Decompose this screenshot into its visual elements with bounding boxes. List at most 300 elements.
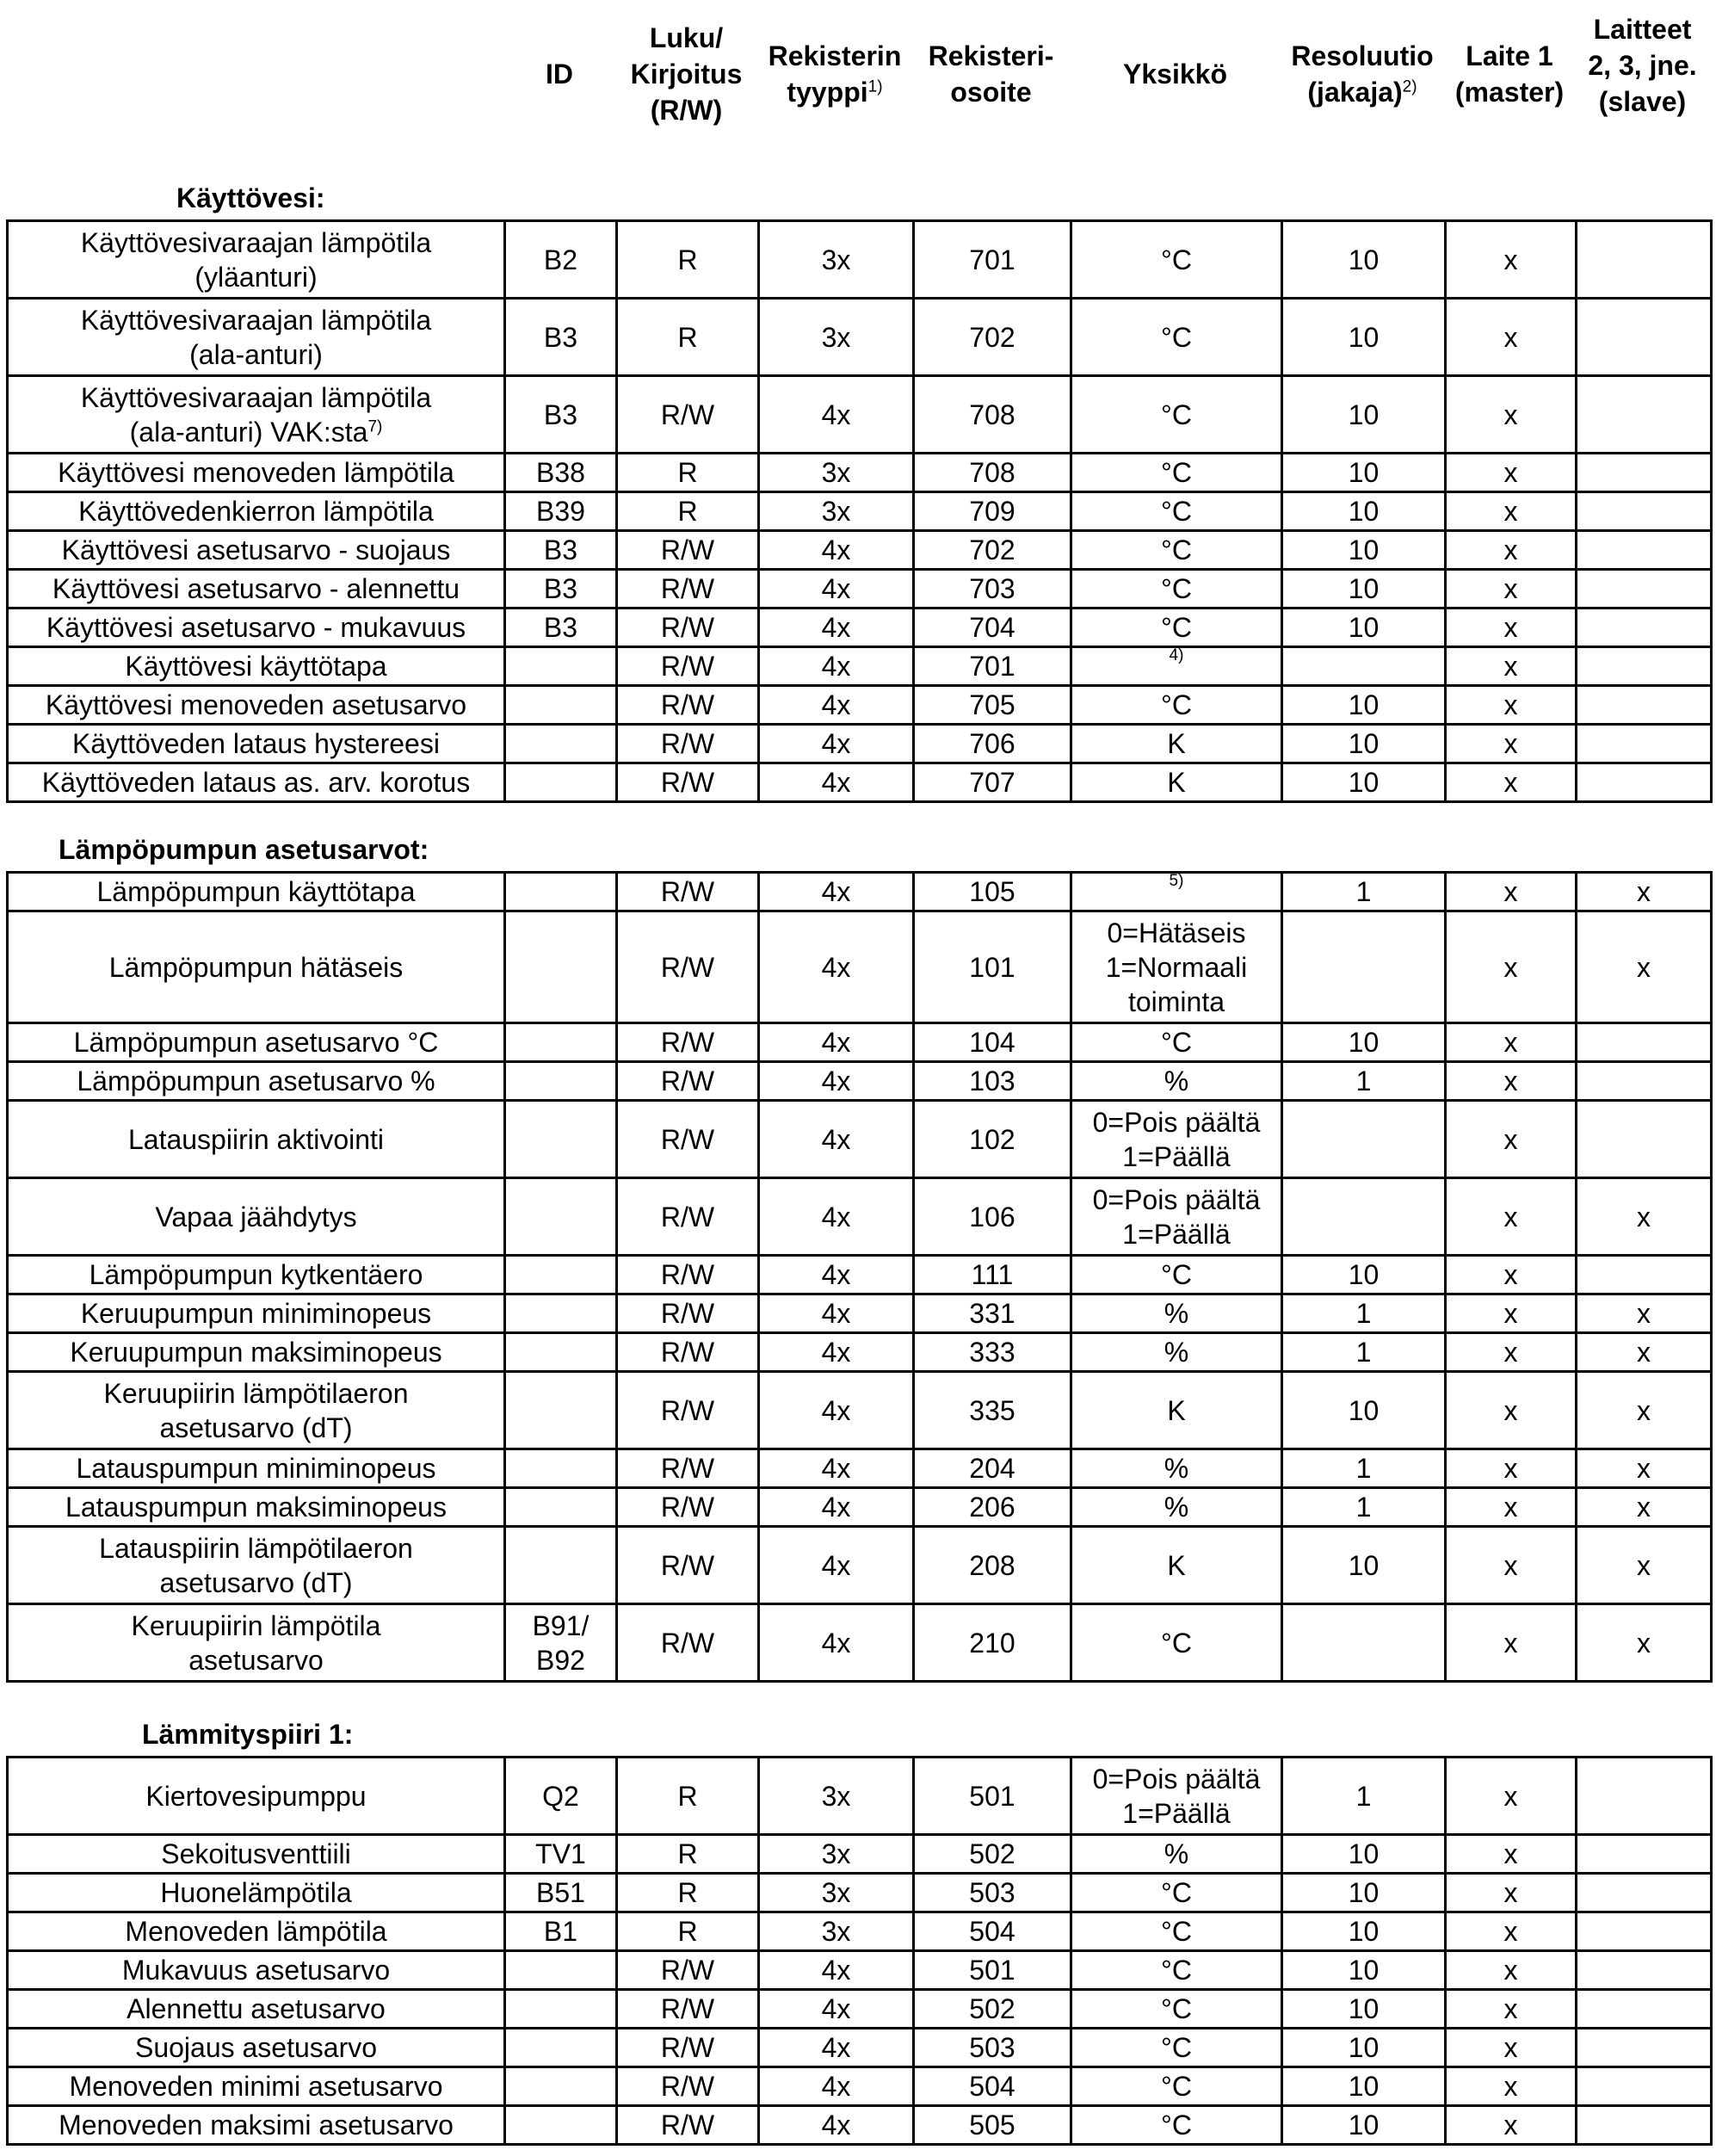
cell-rw-value: R/W [660, 951, 715, 983]
cell-device-1-value: x [1503, 1627, 1518, 1659]
cell-id-line: B3 [543, 612, 578, 643]
table-row [8, 1990, 1712, 2029]
cell-unit [1071, 221, 1282, 299]
cell-name-line: Latauspiirin aktivointi [127, 1123, 385, 1155]
cell-register-address [914, 2106, 1071, 2145]
table-row [8, 221, 1712, 299]
cell-name [8, 376, 505, 454]
cell-register-type-value: 3x [821, 496, 851, 527]
cell-unit-line: °C [1161, 496, 1192, 527]
cell-name-line: Latauspumpun miniminopeus [76, 1453, 436, 1484]
cell-register-address-value: 709 [969, 496, 1015, 527]
section-title: Lämpöpumpun asetusarvot: [59, 834, 429, 865]
cell-unit [1071, 2106, 1282, 2145]
cell-register-address-value: 106 [969, 1201, 1015, 1232]
cell-name [8, 1835, 505, 1874]
cell-unit-line: % [1164, 1453, 1189, 1484]
table-row [8, 1449, 1712, 1488]
cell-unit-line: °C [1161, 1627, 1192, 1659]
cell-device-1-value: x [1503, 398, 1518, 430]
section-title: Käyttövesi: [176, 182, 325, 213]
cell-register-address [914, 1256, 1071, 1294]
cell-name [8, 1604, 505, 1682]
cell-id [505, 1951, 617, 1990]
cell-device-1 [1446, 531, 1577, 570]
cell-name [8, 911, 505, 1023]
cell-device-1-value: x [1503, 767, 1518, 798]
cell-register-address [914, 686, 1071, 725]
cell-device-1 [1446, 376, 1577, 454]
cell-register-type [759, 1488, 914, 1527]
cell-name [8, 1023, 505, 1062]
cell-register-address [914, 299, 1071, 376]
cell-id [505, 1835, 617, 1874]
cell-id-line: B3 [543, 573, 578, 604]
header-id [503, 15, 615, 132]
cell-rw-value: R/W [660, 2032, 715, 2063]
cell-unit [1071, 531, 1282, 570]
cell-unit-line: °C [1161, 1955, 1192, 1986]
cell-rw [617, 454, 759, 492]
cell-register-address [914, 1062, 1071, 1101]
cell-register-type-value: 4x [821, 2110, 851, 2141]
table-row [8, 1604, 1712, 1682]
cell-devices-slave [1577, 1488, 1712, 1527]
cell-rw-value: R/W [660, 398, 715, 430]
cell-device-1 [1446, 1990, 1577, 2029]
cell-resolution-value: 10 [1348, 1877, 1380, 1908]
cell-devices-slave [1577, 1874, 1712, 1912]
table-row [8, 1951, 1712, 1990]
cell-rw-value: R/W [660, 728, 715, 759]
cell-register-type [759, 2029, 914, 2067]
cell-register-address-value: 704 [969, 612, 1015, 643]
cell-unit-line: K [1167, 767, 1186, 798]
cell-id [505, 1101, 617, 1178]
cell-unit-line: K [1167, 1394, 1186, 1426]
cell-id [505, 1023, 617, 1062]
table-row [8, 1101, 1712, 1178]
cell-register-type [759, 1178, 914, 1256]
cell-device-1 [1446, 1527, 1577, 1604]
cell-register-type-value: 4x [821, 1027, 851, 1058]
cell-register-type [759, 1951, 914, 1990]
cell-devices-slave [1577, 873, 1712, 911]
cell-name-line: Lämpöpumpun asetusarvo % [77, 1066, 435, 1097]
cell-device-1-value: x [1503, 2032, 1518, 2063]
cell-register-type [759, 492, 914, 531]
cell-id [505, 2067, 617, 2106]
cell-register-type-value: 3x [821, 244, 851, 275]
table-row [8, 1256, 1712, 1294]
cell-devices-slave-value: x [1637, 1394, 1651, 1426]
cell-register-address [914, 911, 1071, 1023]
cell-name [8, 608, 505, 647]
cell-rw [617, 1990, 759, 2029]
cell-resolution-value: 1 [1355, 1453, 1372, 1484]
cell-id [505, 647, 617, 686]
cell-unit [1071, 1062, 1282, 1101]
cell-name [8, 1062, 505, 1101]
cell-resolution [1282, 1101, 1446, 1178]
cell-id [505, 376, 617, 454]
cell-register-type-value: 4x [821, 728, 851, 759]
cell-rw [617, 647, 759, 686]
table-row [8, 531, 1712, 570]
cell-register-type [759, 1023, 914, 1062]
footnote-ref: 1) [867, 77, 883, 96]
cell-name-line: Suojaus asetusarvo [134, 2032, 378, 2063]
cell-devices-slave [1577, 570, 1712, 608]
cell-id [505, 531, 617, 570]
cell-register-address [914, 1333, 1071, 1372]
cell-unit-line: °C [1161, 534, 1192, 565]
cell-unit-line: 0=Pois päältä [1092, 1106, 1261, 1138]
cell-device-1-value: x [1503, 1453, 1518, 1484]
cell-rw [617, 1372, 759, 1449]
cell-unit [1071, 1990, 1282, 2029]
cell-rw [617, 2106, 759, 2145]
cell-resolution-value: 10 [1348, 1916, 1380, 1947]
table-row [8, 608, 1712, 647]
register-table [6, 871, 1713, 1683]
cell-rw [617, 1101, 759, 1178]
cell-device-1-value: x [1503, 457, 1518, 488]
cell-device-1 [1446, 1758, 1577, 1835]
cell-resolution-value: 1 [1355, 1492, 1372, 1523]
cell-device-1-value: x [1503, 573, 1518, 604]
cell-register-address-value: 335 [969, 1394, 1015, 1426]
cell-devices-slave [1577, 1062, 1712, 1101]
cell-resolution [1282, 911, 1446, 1023]
cell-resolution [1282, 1990, 1446, 2029]
cell-name-line: asetusarvo [188, 1644, 324, 1676]
cell-register-address [914, 1527, 1071, 1604]
cell-id-line: B3 [543, 321, 578, 353]
cell-device-1 [1446, 1912, 1577, 1951]
header-resolution [1281, 15, 1444, 132]
cell-register-type [759, 1101, 914, 1178]
cell-register-type-value: 4x [821, 1955, 851, 1986]
cell-unit-line: 1=Päällä [1122, 1797, 1231, 1829]
cell-devices-slave [1577, 1294, 1712, 1333]
cell-unit-line: °C [1161, 573, 1192, 604]
cell-resolution-value: 10 [1348, 612, 1380, 643]
cell-name [8, 1874, 505, 1912]
cell-id [505, 1256, 617, 1294]
cell-id-line: B3 [543, 398, 578, 430]
cell-rw [617, 492, 759, 531]
cell-register-address [914, 1023, 1071, 1062]
cell-devices-slave [1577, 221, 1712, 299]
cell-register-address [914, 1874, 1071, 1912]
cell-unit [1071, 873, 1282, 911]
cell-resolution-value: 10 [1348, 2110, 1380, 2141]
cell-unit-line: 0=Pois päältä [1092, 1183, 1261, 1215]
cell-rw-value: R [677, 457, 698, 488]
cell-rw-value: R/W [660, 1027, 715, 1058]
register-table [6, 219, 1713, 803]
table-row [8, 2029, 1712, 2067]
cell-name-line: Lämpöpumpun kytkentäero [89, 1259, 423, 1290]
cell-resolution [1282, 1062, 1446, 1101]
cell-register-address [914, 221, 1071, 299]
cell-name-line: Käyttövesivaraajan lämpötila [80, 304, 432, 336]
cell-register-address [914, 608, 1071, 647]
cell-name [8, 647, 505, 686]
cell-id [505, 221, 617, 299]
cell-rw-value: R/W [660, 1337, 715, 1368]
cell-register-address-value: 707 [969, 767, 1015, 798]
cell-unit-line: °C [1161, 1877, 1192, 1908]
header-register-type [757, 15, 912, 132]
table-row [8, 1333, 1712, 1372]
cell-rw [617, 1294, 759, 1333]
cell-resolution-value: 1 [1355, 1066, 1372, 1097]
cell-device-1 [1446, 873, 1577, 911]
cell-name-line: asetusarvo (dT) [159, 1566, 353, 1598]
cell-register-type-value: 4x [821, 2032, 851, 2063]
header-resolution-line: Resoluutio [1291, 40, 1434, 71]
cell-register-address-value: 702 [969, 534, 1015, 565]
cell-device-1-value: x [1503, 1549, 1518, 1581]
cell-register-type-value: 4x [821, 612, 851, 643]
cell-rw-value: R/W [660, 534, 715, 565]
cell-register-address-value: 708 [969, 457, 1015, 488]
cell-devices-slave [1577, 2106, 1712, 2145]
cell-rw-value: R/W [660, 1993, 715, 2024]
cell-name-line: Käyttövesi asetusarvo - mukavuus [46, 612, 466, 643]
cell-register-type [759, 1527, 914, 1604]
cell-unit-line: % [1164, 1298, 1189, 1329]
header-devices-slave-line: 2, 3, jne. [1588, 49, 1697, 81]
cell-devices-slave [1577, 1256, 1712, 1294]
cell-register-address-value: 504 [969, 2071, 1015, 2102]
table-row [8, 2067, 1712, 2106]
cell-device-1 [1446, 1951, 1577, 1990]
cell-resolution [1282, 2067, 1446, 2106]
cell-devices-slave [1577, 1101, 1712, 1178]
cell-register-type [759, 2106, 914, 2145]
header-register-address-line: Rekisteri- [928, 40, 1054, 71]
cell-register-address-value: 208 [969, 1549, 1015, 1581]
cell-resolution-value: 10 [1348, 2032, 1380, 2063]
cell-id [505, 1604, 617, 1682]
cell-name-line: Keruupiirin lämpötila [131, 1609, 381, 1641]
cell-id [505, 570, 617, 608]
cell-resolution-value: 10 [1348, 1955, 1380, 1986]
cell-rw-value: R/W [660, 1298, 715, 1329]
cell-rw-value: R/W [660, 1066, 715, 1097]
cell-register-type-value: 3x [821, 1916, 851, 1947]
cell-register-type-value: 4x [821, 534, 851, 565]
cell-name [8, 1488, 505, 1527]
cell-rw [617, 570, 759, 608]
cell-unit [1071, 1912, 1282, 1951]
cell-register-type-value: 4x [821, 1549, 851, 1581]
cell-resolution-value: 10 [1348, 496, 1380, 527]
cell-device-1 [1446, 647, 1577, 686]
cell-register-type [759, 1449, 914, 1488]
cell-resolution [1282, 1372, 1446, 1449]
header-device-1-line: (master) [1454, 76, 1565, 108]
table-row [8, 1294, 1712, 1333]
cell-device-1 [1446, 299, 1577, 376]
cell-name-line: Latauspiirin lämpötilaeron [99, 1532, 413, 1564]
cell-device-1-value: x [1503, 1201, 1518, 1232]
cell-device-1 [1446, 1333, 1577, 1372]
header-id-label: ID [546, 58, 573, 90]
cell-unit-line: °C [1161, 1259, 1192, 1290]
cell-register-address-value: 701 [969, 244, 1015, 275]
cell-name [8, 454, 505, 492]
cell-resolution [1282, 570, 1446, 608]
table-row [8, 454, 1712, 492]
cell-register-type [759, 2067, 914, 2106]
cell-rw [617, 2029, 759, 2067]
cell-name [8, 1527, 505, 1604]
cell-name [8, 1449, 505, 1488]
cell-resolution-value: 10 [1348, 1394, 1380, 1426]
cell-name [8, 1101, 505, 1178]
table-row [8, 725, 1712, 763]
cell-device-1-value: x [1503, 876, 1518, 907]
cell-devices-slave [1577, 2029, 1712, 2067]
cell-devices-slave [1577, 454, 1712, 492]
cell-rw-value: R [677, 244, 698, 275]
cell-name [8, 1333, 505, 1372]
cell-register-type-value: 4x [821, 1201, 851, 1232]
cell-rw-value: R/W [660, 612, 715, 643]
cell-device-1-value: x [1503, 1877, 1518, 1908]
cell-resolution-value: 10 [1348, 1259, 1380, 1290]
cell-device-1-value: x [1503, 1123, 1518, 1155]
header-unit [1070, 15, 1281, 132]
cell-rw-value: R/W [660, 2071, 715, 2102]
cell-rw [617, 221, 759, 299]
cell-resolution [1282, 873, 1446, 911]
cell-device-1 [1446, 1256, 1577, 1294]
cell-register-address [914, 570, 1071, 608]
cell-rw-value: R/W [660, 1453, 715, 1484]
cell-devices-slave-value: x [1637, 1337, 1651, 1368]
cell-name [8, 299, 505, 376]
cell-id [505, 2029, 617, 2067]
cell-register-address [914, 1990, 1071, 2029]
cell-rw-value: R/W [660, 1259, 715, 1290]
cell-id [505, 1912, 617, 1951]
cell-name-line: Lämpöpumpun asetusarvo °C [73, 1027, 439, 1058]
cell-unit [1071, 725, 1282, 763]
cell-id-line: B91/ [532, 1609, 589, 1641]
cell-id [505, 1874, 617, 1912]
cell-unit-line: °C [1161, 321, 1192, 353]
cell-devices-slave [1577, 911, 1712, 1023]
cell-unit-line: % [1164, 1066, 1189, 1097]
cell-name-line: Vapaa jäähdytys [155, 1201, 357, 1232]
table-row [8, 1178, 1712, 1256]
cell-name [8, 2029, 505, 2067]
cell-resolution [1282, 1449, 1446, 1488]
cell-unit [1071, 1604, 1282, 1682]
cell-id [505, 2106, 617, 2145]
cell-name [8, 873, 505, 911]
cell-name [8, 1178, 505, 1256]
cell-device-1 [1446, 454, 1577, 492]
cell-unit-line: °C [1161, 1916, 1192, 1947]
cell-rw-value: R [677, 1877, 698, 1908]
cell-rw [617, 1178, 759, 1256]
cell-rw [617, 1062, 759, 1101]
cell-register-type-value: 4x [821, 1453, 851, 1484]
cell-register-address-value: 703 [969, 573, 1015, 604]
cell-unit [1071, 1372, 1282, 1449]
header-resolution-line: (jakaja) [1307, 76, 1403, 108]
cell-unit [1071, 570, 1282, 608]
cell-resolution [1282, 299, 1446, 376]
cell-name-line: asetusarvo (dT) [159, 1412, 353, 1443]
cell-devices-slave [1577, 2067, 1712, 2106]
cell-unit [1071, 2029, 1282, 2067]
cell-register-address-value: 331 [969, 1298, 1015, 1329]
cell-name [8, 1951, 505, 1990]
cell-register-type-value: 4x [821, 398, 851, 430]
header-devices-slave-line: Laitteet [1593, 13, 1692, 45]
cell-name [8, 531, 505, 570]
cell-rw [617, 686, 759, 725]
header-rw-line: (R/W) [650, 94, 723, 126]
cell-id-line: B2 [543, 244, 578, 275]
table-row [8, 1527, 1712, 1604]
cell-resolution [1282, 1912, 1446, 1951]
cell-register-address-value: 101 [969, 951, 1015, 983]
cell-device-1 [1446, 2106, 1577, 2145]
cell-device-1-value: x [1503, 728, 1518, 759]
cell-device-1 [1446, 1835, 1577, 1874]
cell-name-line: Keruupiirin lämpötilaeron [103, 1377, 409, 1409]
cell-resolution [1282, 454, 1446, 492]
cell-register-address [914, 725, 1071, 763]
cell-devices-slave [1577, 1527, 1712, 1604]
cell-rw [617, 763, 759, 802]
cell-rw-value: R/W [660, 573, 715, 604]
cell-rw [617, 1758, 759, 1835]
cell-register-type [759, 1294, 914, 1333]
cell-device-1 [1446, 1101, 1577, 1178]
cell-device-1-value: x [1503, 1337, 1518, 1368]
cell-register-type-value: 4x [821, 689, 851, 720]
cell-resolution [1282, 1294, 1446, 1333]
cell-device-1-value: x [1503, 496, 1518, 527]
cell-register-address [914, 1604, 1071, 1682]
cell-resolution-value: 10 [1348, 398, 1380, 430]
cell-device-1 [1446, 221, 1577, 299]
cell-devices-slave [1577, 1333, 1712, 1372]
cell-id [505, 1333, 617, 1372]
cell-register-address-value: 210 [969, 1627, 1015, 1659]
cell-device-1 [1446, 492, 1577, 531]
cell-rw [617, 2067, 759, 2106]
cell-devices-slave-value: x [1637, 876, 1651, 907]
cell-register-type [759, 1333, 914, 1372]
cell-devices-slave [1577, 376, 1712, 454]
cell-device-1-value: x [1503, 1993, 1518, 2024]
cell-resolution-value: 10 [1348, 1027, 1380, 1058]
cell-device-1-value: x [1503, 1066, 1518, 1097]
cell-device-1-value: x [1503, 612, 1518, 643]
register-table [6, 1756, 1713, 2146]
cell-register-address [914, 763, 1071, 802]
